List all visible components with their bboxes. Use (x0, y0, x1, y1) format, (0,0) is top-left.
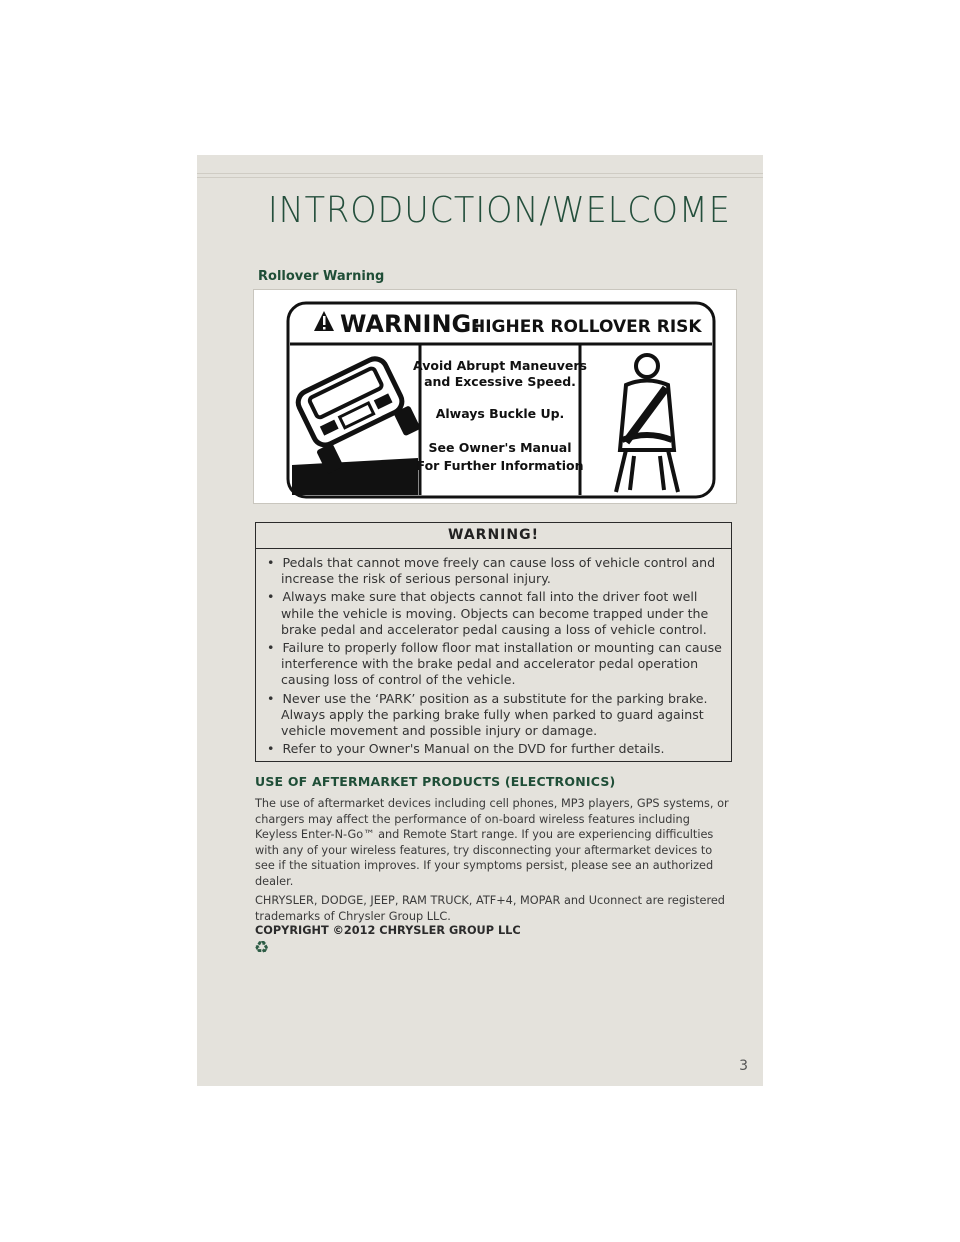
manual-page (197, 155, 763, 1086)
rollover-warning-label (253, 289, 737, 504)
label-line-4: See Owner's Manual (428, 440, 572, 455)
label-line-3: Always Buckle Up. (435, 406, 565, 421)
warning-item: • Failure to properly follow floor mat installation or mounting can cause interference with the brake pedal and accelerator pedal operation causing loss of control of the vehicle. (256, 640, 731, 689)
aftermarket-heading: USE OF AFTERMARKET PRODUCTS (ELECTRONICS) (255, 774, 616, 789)
section-heading: Rollover Warning (258, 269, 385, 284)
trademarks-paragraph: CHRYSLER, DODGE, JEEP, RAM TRUCK, ATF+4, MOPAR and Uconnect are registered trademarks of Chrysler Group LLC. (255, 894, 725, 923)
label-headline-prefix: WARNING: (340, 310, 481, 338)
header-rule-bottom (197, 177, 763, 178)
page-number: 3 (739, 1058, 748, 1074)
warning-list (256, 555, 731, 757)
warning-item: • Never use the ‘PARK’ position as a substitute for the parking brake. Always apply the parking brake fully when parked to guard against vehicle movement and possible injury or damage. (256, 691, 731, 740)
recycle-icon: ♻ (254, 938, 270, 958)
page-header-title: INTRODUCTION/WELCOME (268, 190, 731, 231)
aftermarket-paragraph: The use of aftermarket devices including cell phones, MP3 players, GPS systems, or chargers may affect the performance of on-board wireless features including Keyless Enter-N-Go™ and Remote Start range. If you are experiencing difficulties with any of your wireless features, try disconnecting your aftermarket devices to see if the situation improves. If your symptoms persist, please see an authorized dealer. (255, 797, 729, 888)
label-line-2: and Excessive Speed. (424, 374, 576, 389)
warning-box (255, 522, 732, 762)
warning-item: • Pedals that cannot move freely can cause loss of vehicle control and increase the risk of serious personal injury. (256, 555, 731, 587)
warning-item: • Refer to your Owner's Manual on the DVD for further details. (256, 741, 731, 757)
label-line-5: For Further Information (416, 458, 584, 473)
warning-box-title: WARNING! (256, 523, 731, 549)
warning-item: • Always make sure that objects cannot fall into the driver foot well while the vehicle is moving. Objects can become trapped under the brake pedal and accelerator pedal causing a loss of vehicle control. (256, 589, 731, 638)
label-line-1: Avoid Abrupt Maneuvers (413, 358, 587, 373)
copyright-line: COPYRIGHT ©2012 CHRYSLER GROUP LLC (255, 924, 521, 937)
label-headline-rest: HIGHER ROLLOVER RISK (471, 317, 702, 337)
header-rule-top (197, 173, 763, 174)
